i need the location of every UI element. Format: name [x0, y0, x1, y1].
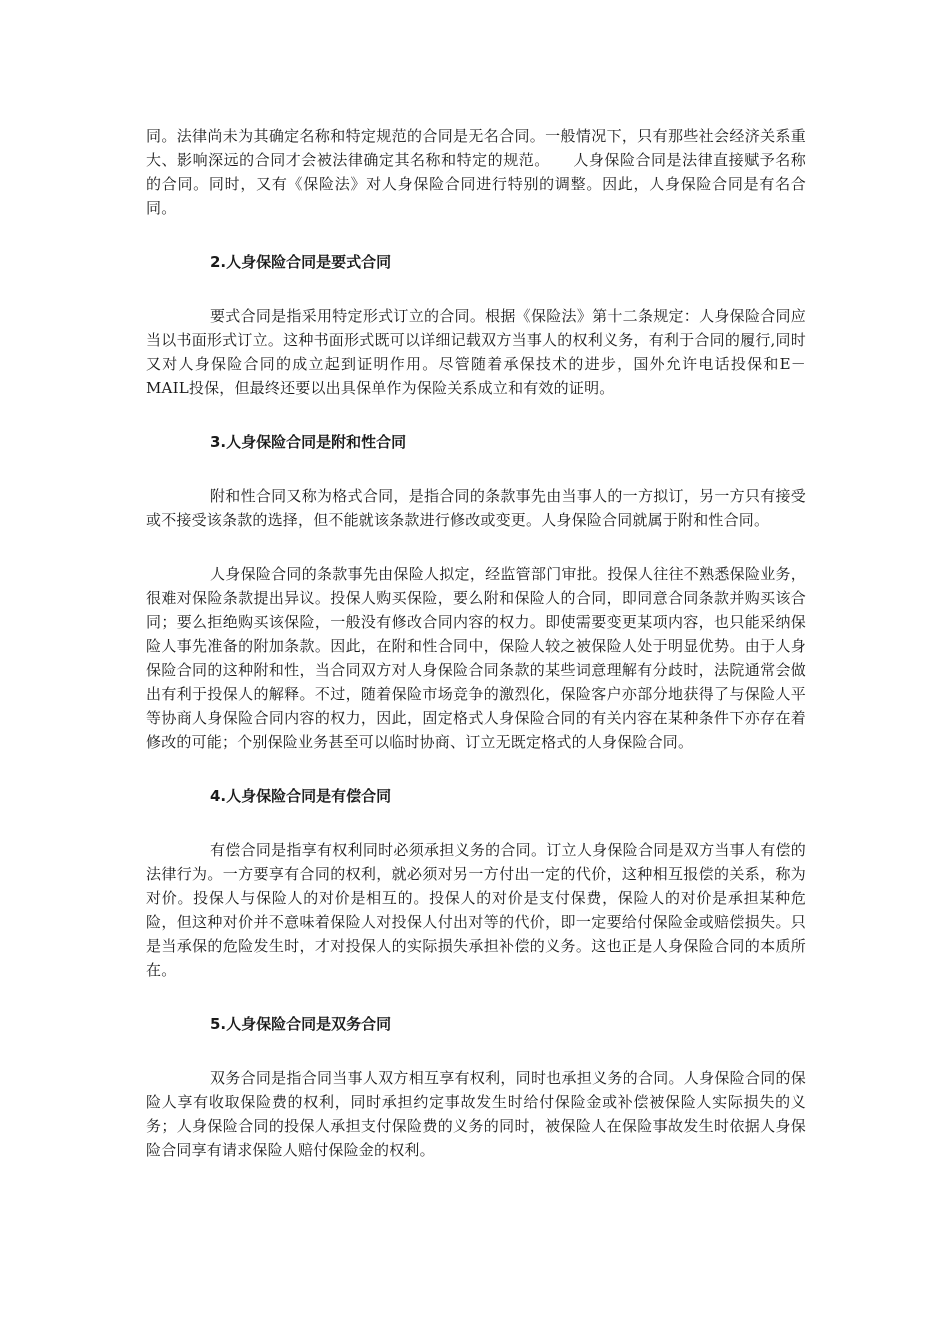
document-page — [146, 124, 806, 1162]
section-heading-3: 3.人身保险合同是附和性合同 — [210, 433, 407, 451]
section-2-paragraph-1: 要式合同是指采用特定形式订立的合同。根据《保险法》第十二条规定：人身保险合同应当以书面形式订立。这种书面形式既可以详细记载双方当事人的权利义务，有利于合同的履行,同时又对人身保险合同的成立起到证明作用。尽管随着承保技术的进步，国外允许电话投保和E－MAIL投保，但最终还要以出具保单作为保险关系成立和有效的证明。 — [146, 307, 806, 397]
section-3-paragraph-1: 附和性合同又称为格式合同，是指合同的条款事先由当事人的一方拟订，另一方只有接受或不接受该条款的选择，但不能就该条款进行修改或变更。人身保险合同就属于附和性合同。 — [146, 487, 806, 529]
section-heading-5: 5.人身保险合同是双务合同 — [210, 1015, 392, 1033]
section-4-paragraph-1: 有偿合同是指享有权利同时必须承担义务的合同。订立人身保险合同是双方当事人有偿的法律行为。一方要享有合同的权利，就必须对另一方付出一定的代价，这种相互报偿的关系，称为对价。投保人与保险人的对价是相互的。投保人的对价是支付保费，保险人的对价是承担某种危险，但这种对价并不意味着保险人对投保人付出对等的代价，即一定要给付保险金或赔偿损失。只是当承保的危险发生时，才对投保人的实际损失承担补偿的义务。这也正是人身保险合同的本质所在。 — [146, 841, 806, 979]
section-5-paragraph-1: 双务合同是指合同当事人双方相互享有权利，同时也承担义务的合同。人身保险合同的保险人享有收取保险费的权利，同时承担约定事故发生时给付保险金或补偿被保险人实际损失的义务；人身保险合同的投保人承担支付保险费的义务的同时，被保险人在保险事故发生时依据人身保险合同享有请求保险人赔付保险金的权利。 — [146, 1069, 806, 1159]
section-3-paragraph-2: 人身保险合同的条款事先由保险人拟定，经监管部门审批。投保人往往不熟悉保险业务，很难对保险条款提出异议。投保人购买保险，要么附和保险人的合同，即同意合同条款并购买该合同；要么拒绝购买该保险，一般没有修改合同内容的权力。即使需要变更某项内容，也只能采纳保险人事先准备的附加条款。因此，在附和性合同中，保险人较之被保险人处于明显优势。由于人身保险合同的这种附和性，当合同双方对人身保险合同条款的某些词意理解有分歧时，法院通常会做出有利于投保人的解释。不过，随着保险市场竞争的激烈化，保险客户亦部分地获得了与保险人平等协商人身保险合同内容的权力，因此，固定格式人身保险合同的有关内容在某种条件下亦存在着修改的可能；个别保险业务甚至可以临时协商、订立无既定格式的人身保险合同。 — [146, 565, 806, 751]
section-heading-4: 4.人身保险合同是有偿合同 — [210, 787, 392, 805]
section-heading-2: 2.人身保险合同是要式合同 — [210, 253, 392, 271]
intro-paragraph: 同。法律尚未为其确定名称和特定规范的合同是无名合同。一般情况下，只有那些社会经济关系重大、影响深远的合同才会被法律确定其名称和特定的规范。 人身保险合同是法律直接赋予名称的合同。同时，又有《保险法》对人身保险合同进行特别的调整。因此，人身保险合同是有名合同。 — [146, 127, 806, 217]
